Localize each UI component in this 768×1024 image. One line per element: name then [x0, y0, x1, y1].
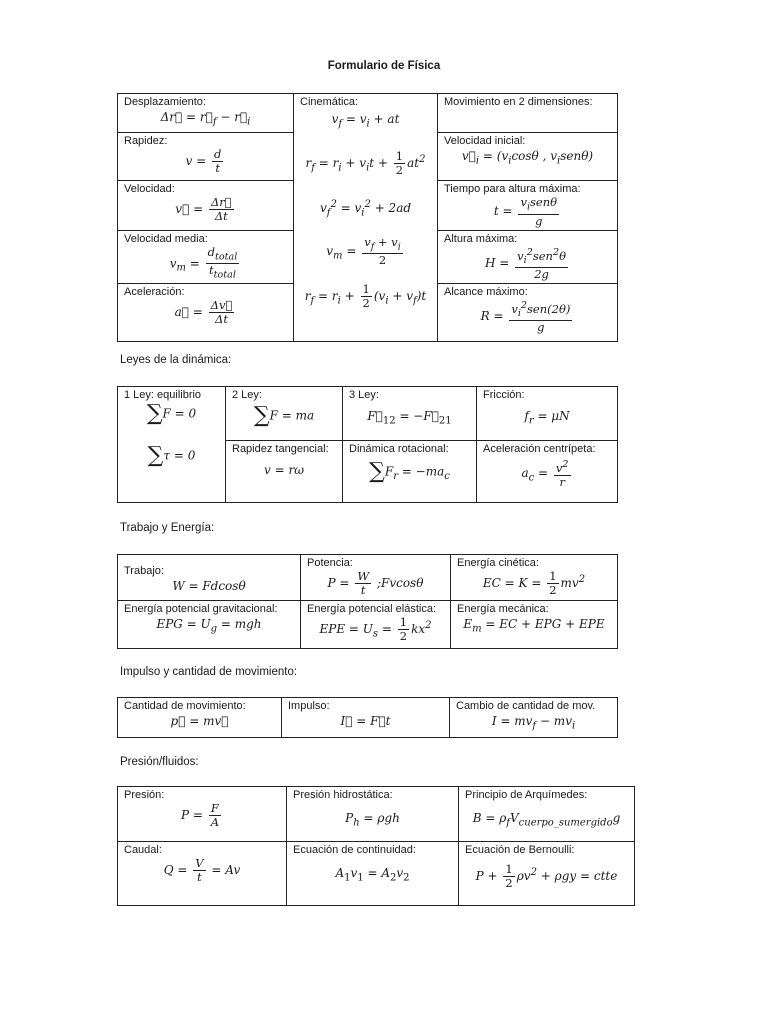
label-presion: Presión: [124, 789, 165, 801]
label-ley1: 1 Ley: equilibrio [124, 389, 202, 401]
dynamics-table [117, 386, 618, 503]
formula-trabajo: W = Fdcosθ [172, 579, 246, 593]
cell-continuidad [287, 842, 459, 906]
formula-vi: $v⃗_i = (v_i\cos\theta$ , $v_isen\theta$) [461, 149, 594, 167]
label-alcance-max: Alcance máximo: [444, 286, 528, 299]
formula-vm-cine: $v_m$ = $\frac{v_f + v_i}{2}$ [326, 234, 401, 268]
formula-hidro: $P_h = \rho gh$ [345, 811, 400, 829]
impulse-table [117, 697, 618, 738]
label-mov2d: Movimiento en 2 dimensiones: [444, 96, 593, 108]
label-epe: Energía potencial elástica: [307, 603, 437, 615]
formula-velocidad: v⃗ = $\frac{\Delta r⃗}{\Delta t}$ [175, 195, 232, 224]
cell-velocidad [118, 181, 294, 230]
cell-acel-centripeta [477, 441, 618, 503]
label-ley2: 2 Ley: [232, 389, 262, 401]
cell-ley2 [226, 387, 343, 441]
label-continuidad: Ecuación de continuidad: [293, 844, 416, 856]
formula-friccion: $f_r = \mu N$ [524, 409, 570, 427]
formula-presion: P = $\frac{F}{A}$ [180, 801, 220, 829]
formula-alcance: R = $\frac{v_i^2sen(2\theta)}{g}$ [480, 300, 571, 335]
cell-cambio [450, 698, 618, 738]
cell-friccion [477, 387, 618, 441]
label-vel-inicial: Velocidad inicial: [444, 135, 526, 148]
label-potencia: Potencia: [307, 557, 353, 569]
cell-cinematica [294, 94, 438, 342]
cell-alcance-max [438, 284, 618, 342]
cell-altura-max [438, 230, 618, 284]
formula-epe: EPE = $U_s$ = $\frac{1}{2}$ $kx^2$ [319, 615, 432, 643]
label-cinematica: Cinemática: [300, 96, 359, 108]
formula-epg: EPG = $U_g$ = mgh [156, 617, 262, 635]
label-hidro: Presión hidrostática: [293, 789, 393, 801]
section-dinamica: Leyes de la dinámica: [120, 354, 232, 366]
formula-v-rw: v = rω [264, 463, 304, 477]
label-velocidad: Velocidad: [124, 183, 175, 196]
formula-aceleracion: a⃗ = $\frac{\Delta v⃗}{\Delta t}$ [174, 298, 233, 327]
cell-ec [451, 555, 618, 601]
formula-impulso: I⃗ = F⃗t [340, 714, 391, 728]
cell-aceleracion [118, 284, 294, 342]
formula-arquimedes: $B = \rho_fV_{cuerpo\_sumergido}g$ [472, 811, 621, 829]
cell-mov2d [438, 94, 618, 133]
formula-rf2: $r_f = r_i$ + $\frac{1}{2}$ $(v_i + v_f)t$ [304, 282, 427, 311]
cell-presion [118, 787, 287, 842]
label-friccion: Fricción: [483, 389, 525, 401]
formula-sum-f: ∑F = 0 [146, 401, 197, 426]
label-ec: Energía cinética: [457, 557, 539, 569]
label-bernoulli: Ecuación de Bernoulli: [465, 844, 575, 856]
cell-desplazamiento [118, 94, 294, 133]
formula-potencia: P = $\frac{W}{t}$ ;Fvcosθ [327, 569, 424, 597]
label-impulso: Impulso: [288, 700, 330, 712]
cell-impulso [282, 698, 450, 738]
formula-continuidad: $A_1v_1 = A_2v_2$ [335, 866, 410, 884]
formula-ac: $a_c$ = $\frac{v^2}{r}$ [521, 459, 569, 489]
label-arquimedes: Principio de Arquímedes: [465, 789, 588, 801]
formula-vf: $v_f = v_i$ + at [331, 112, 400, 130]
section-impulso: Impulso y cantidad de movimiento: [120, 666, 298, 678]
formula-ec: EC = K = $\frac{1}{2}$ $mv^2$ [482, 569, 586, 597]
label-rapidez: Rapidez: [124, 135, 168, 148]
formula-sum-ma: ∑F = ma [253, 403, 315, 428]
cell-bernoulli [459, 842, 635, 906]
formula-cambio: $I = mv_f - mv_i$ [491, 714, 576, 732]
cell-epg [118, 601, 301, 649]
cell-ley3 [343, 387, 477, 441]
formula-p: p⃗ = mv⃗ [170, 714, 229, 728]
formula-rapidez: v = $\frac{d}{t}$ [185, 147, 222, 176]
label-altura-max: Altura máxima: [444, 232, 518, 245]
cell-potencia [301, 555, 451, 601]
cell-rapidez-tang [226, 441, 343, 503]
formula-tiempo: t = $\frac{v_isen\theta}{g}$ [493, 195, 558, 228]
fluids-table [117, 786, 635, 906]
formula-vel-media: $v_m$ = $\frac{d_{total}}{t_{total}}$ [169, 244, 238, 281]
cell-rapidez [118, 133, 294, 181]
page-title: Formulario de Física [327, 60, 441, 72]
cell-ley1 [118, 387, 226, 503]
cell-epe [301, 601, 451, 649]
formula-altura: H = $\frac{v_i^2sen^2\theta}{2g}$ [484, 246, 566, 281]
formula-rf: $r_f = r_i + v_it$ + $\frac{1}{2}$ $at^2$ [305, 149, 426, 178]
label-aceleracion: Aceleración: [124, 286, 185, 299]
formula-f12: $F⃗_{12}$ = $-F⃗_{21}$ [367, 409, 452, 427]
formula-sum-tau: ∑τ = 0 [147, 443, 196, 468]
cell-caudal [118, 842, 287, 906]
cell-din-rot [343, 441, 477, 503]
cell-em [451, 601, 618, 649]
section-trabajo: Trabajo y Energía: [120, 522, 215, 534]
kinematics-table [117, 93, 618, 342]
label-cantidad: Cantidad de movimiento: [124, 700, 246, 712]
formula-em: $E_m$ = EC + EPG + EPE [463, 617, 605, 635]
formula-caudal: Q = $\frac{V}{t}$ = Av [163, 856, 241, 884]
label-tiempo-altura: Tiempo para altura máxima: [444, 183, 581, 196]
cell-trabajo [118, 555, 301, 601]
label-trabajo: Trabajo: [124, 565, 164, 577]
formula-desplazamiento: Δr⃗ = $r⃗_f$ − $r⃗_i$ [160, 110, 251, 128]
label-desplazamiento: Desplazamiento: [124, 96, 206, 108]
work-table [117, 554, 618, 649]
cell-vel-media [118, 230, 294, 284]
cell-tiempo-altura [438, 181, 618, 230]
section-presion: Presión/fluidos: [120, 756, 199, 768]
label-em: Energía mecánica: [457, 603, 549, 615]
cell-cantidad [118, 698, 282, 738]
label-caudal: Caudal: [124, 844, 162, 856]
label-ley3: 3 Ley: [349, 389, 379, 401]
label-cambio: Cambio de cantidad de mov. [456, 700, 596, 712]
formula-vf2: $v_f^2 = v_i^2 + 2ad$ [319, 199, 412, 219]
label-acel-centripeta: Aceleración centrípeta: [483, 443, 596, 455]
label-din-rot: Dinámica rotacional: [349, 443, 449, 455]
cell-arquimedes [459, 787, 635, 842]
formula-bernoulli: P + $\frac{1}{2}$ $\rho v^2 + \rho gy$ = ctte [475, 862, 618, 890]
formula-sum-fr: $\sum F_r = -ma_c$ [369, 459, 450, 484]
cell-hidro [287, 787, 459, 842]
label-vel-media: Velocidad media: [124, 232, 208, 245]
label-epg: Energía potencial gravitacional: [124, 603, 278, 615]
label-rapidez-tang: Rapidez tangencial: [232, 443, 329, 455]
cell-vel-inicial [438, 133, 618, 181]
